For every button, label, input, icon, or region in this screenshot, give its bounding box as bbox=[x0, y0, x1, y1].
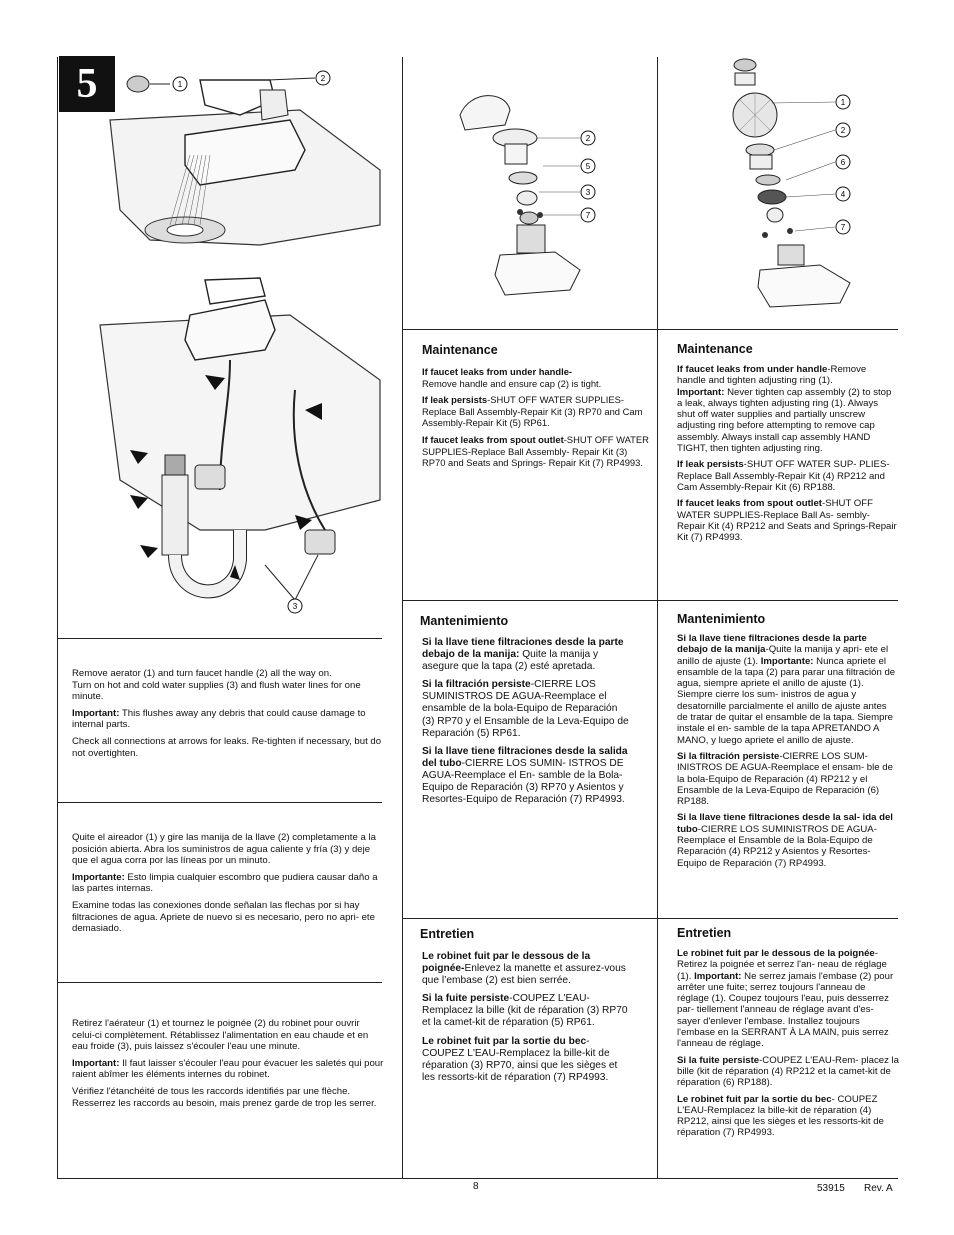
mid-maint-p3-bold: If faucet leaks from spout outlet bbox=[422, 433, 564, 445]
right-maint-p1-bold: If faucet leaks from under handle bbox=[677, 364, 828, 375]
doc-number: 53915 bbox=[817, 1183, 845, 1194]
mid-ent-p1-text: Enlevez la manette et assurez-vous que l’embase (2) est bien serrée. bbox=[422, 963, 626, 987]
right-ent-p1-bold: Le robinet fuit par le dessous de la poignée bbox=[677, 948, 875, 959]
mid-mant-p3-bold: Si la llave tiene filtraciones desde la salida del tubo bbox=[422, 745, 628, 769]
spanish-line1: Quite el aireador (1) y gire las manija de la llave (2) completamente a la posición abierta. Abra los suministros de agua caliente y fría (3) y deje que el agua corra por las líneas por un minuto. bbox=[72, 832, 376, 867]
mid-ent-p1-bold: Le robinet fuit par le dessous de la poignée- bbox=[422, 951, 591, 975]
footer-rule bbox=[57, 1178, 898, 1179]
english-instructions bbox=[72, 668, 384, 764]
french-line1: Retirez l'aérateur (1) et tournez le poignée (2) du robinet pour ouvrir celui-ci complètement. Rétablissez l'alimentation en eau chaude et en eau froide (3), puis laissez s'écouler l'eau une minute. bbox=[72, 1018, 369, 1053]
mid-maint-p2-bold: If leak persists bbox=[422, 394, 488, 406]
left-border bbox=[57, 57, 58, 1179]
right-maintenance-heading: Maintenance bbox=[677, 342, 753, 356]
right-mant-important-label: Importante: bbox=[760, 655, 814, 667]
left-divider-3 bbox=[57, 982, 382, 983]
mid-divider-3 bbox=[402, 918, 898, 919]
mid-mant-p2-bold: Si la filtración persiste bbox=[422, 679, 531, 691]
right-ent-important-text: Ne serrez jamais l'embase (2) pour arrêter une fuite; serrez toujours l'anneau de réglage (1). Coupez toujours l'eau, puis desserrez par- tiellement l'anneau de réglage avant d'es- sayer d'enlever l'embase. Installez toujours l'embase en la SERRANT À LA MAIN, puis serrez l'anneau de réglage. bbox=[677, 970, 894, 1050]
callout-main-2: 2 bbox=[320, 74, 326, 83]
callout-mid-2: 2 bbox=[585, 134, 591, 143]
callout-mid-3: 3 bbox=[585, 188, 591, 197]
english-line2: Turn on hot and cold water supplies (3) and flush water lines for one minute. bbox=[72, 679, 361, 703]
mid-maint-p3-text: -SHUT OFF WATER SUPPLIES-Replace Ball Assembly- Repair Kit (3) RP70 and Seats and Springs- Repair Kit (7) RP4993. bbox=[422, 433, 649, 469]
mid-divider-1 bbox=[402, 329, 898, 330]
mid-ent-p3-text: - COUPEZ L'EAU-Remplacez la bille-kit de réparation (3) RP70, ainsi que les sièges et les ressorts-kit de réparation (7) RP4993. bbox=[422, 1035, 618, 1083]
mid-maint-p1-bold: If faucet leaks from under handle- bbox=[422, 366, 573, 377]
right-ent-p1-text: -Retirez la poignée et serrez l'an- neau de réglage (1). bbox=[677, 948, 887, 982]
mid-ent-p3-bold: Le robinet fuit par la sortie du bec bbox=[422, 1035, 587, 1047]
mid-mantenimiento-heading: Mantenimiento bbox=[420, 614, 509, 628]
callout-right-2: 2 bbox=[840, 126, 846, 135]
right-mant-p2-bold: Si la filtración persiste bbox=[677, 750, 780, 762]
mid-entretien-body bbox=[422, 951, 632, 1090]
column-divider-1 bbox=[402, 57, 403, 1179]
right-maint-p3-text: -SHUT OFF WATER SUPPLIES-Replace Ball As- sembly-Repair Kit (4) RP212 and Seats and Springs-Repair Kit (7) RP4993. bbox=[677, 498, 897, 544]
left-divider-1 bbox=[57, 638, 382, 639]
mid-maintenance-body bbox=[422, 366, 650, 474]
right-maint-important-text: Never tighten cap assembly (2) to stop a leak, always tighten adjusting ring (1). Always shut off water supplies and partially unscrew adjusting ring before attempting to remove cap assembly. Always install cap assembly HAND TIGHT, then tighten adjusting ring. bbox=[677, 386, 892, 455]
spanish-important-text: Esto limpia cualquier escombro que pudiera causar daño a las partes internas. bbox=[72, 871, 378, 895]
right-mant-important-text: Nunca apriete el ensamble de la tapa (2) para parar una filtración de agua, siempre apriete el anillo de ajuste (1). Siempre cierre los sum- inistros de agua y desatornille parcialmente el anillo de ajuste antes de tratar de quitar el ensamble de la tapa. Siempre instale el en- samble de la tapa APRETANDO A MANO, y luego apriete el anillo de ajuste. bbox=[677, 655, 896, 746]
right-mant-p1-bold: Si la llave tiene filtraciones desde la parte debajo de la manija bbox=[677, 633, 867, 656]
left-divider-2 bbox=[57, 802, 382, 803]
right-ent-important-label: Important: bbox=[694, 970, 742, 982]
single-handle-exploded-diagram bbox=[405, 60, 655, 320]
right-entretien-heading: Entretien bbox=[677, 926, 732, 940]
callout-mid-7: 7 bbox=[585, 211, 591, 220]
mid-divider-2 bbox=[402, 600, 898, 601]
spanish-line2: Examine todas las conexiones donde señalan las flechas por si hay filtraciones de agua. Apriete de nuevo si es necesario, pero no apri- ete demasiado. bbox=[72, 899, 375, 935]
right-maint-p3-bold: If faucet leaks from spout outlet bbox=[677, 498, 822, 510]
french-important-text: Il faut laisser s'écouler l'eau pour évacuer les saletés qui pour raient abîmer les éléments internes du robinet. bbox=[72, 1057, 384, 1081]
english-important-label: Important: bbox=[72, 707, 120, 719]
callout-mid-5: 5 bbox=[585, 162, 591, 171]
callout-right-1: 1 bbox=[840, 98, 846, 107]
callout-main-3: 3 bbox=[292, 602, 298, 611]
mid-mant-p2-text: -CIERRE LOS SUMINISTROS DE AGUA-Reemplace el ensamble de la bola-Equipo de Reparación (3) RP70 y el Ensamble de la Leva-Equipo de Reparación (5) RP61. bbox=[422, 679, 629, 739]
right-maint-p2-bold: If leak persists bbox=[677, 459, 744, 471]
right-maint-p2-text: -SHUT OFF WATER SUP- PLIES-Replace Ball Assembly-Repair Kit (4) RP212 and Cam Assembly-Repair Kit (6) RP188. bbox=[677, 459, 890, 493]
right-ent-p2-text: -COUPEZ L'EAU-Rem- placez la bille (kit de réparation (4) RP212 et la camet-kit de réparation (6) RP188). bbox=[677, 1054, 900, 1089]
mid-ent-p2-bold: Si la fuite persiste bbox=[422, 993, 510, 1005]
callout-right-6: 6 bbox=[840, 158, 846, 167]
page-number: 8 bbox=[473, 1181, 479, 1192]
callout-right-4: 4 bbox=[840, 190, 846, 199]
right-ent-p3-text: - COUPEZ L'EAU-Remplacez la bille-kit de réparation (4) RP212, ainsi que les sièges et les ressorts-kit de réparation (7) RP4993. bbox=[677, 1093, 884, 1139]
mid-mant-p1-text: Quite la manija y asegure que la tapa (2) esté apretada. bbox=[422, 649, 599, 673]
right-mant-p3-bold: Si la llave tiene filtraciones desde la sal- ida del tubo bbox=[677, 812, 893, 835]
right-mantenimiento-body bbox=[677, 633, 899, 874]
right-entretien-body bbox=[677, 948, 899, 1144]
mid-mant-p3-text: -CIERRE LOS SUMIN- ISTROS DE AGUA-Reemplace el En- samble de la Bola-Equipo de Reparación (3) RP70 y Asientos y Resortes-Equipo de Reparación (7) RP4993. bbox=[422, 757, 625, 806]
mid-ent-p2-text: -COUPEZ L'EAU- Remplacez la bille (kit de réparation (3) RP70 et la camet-kit de réparation (5) RP61. bbox=[422, 993, 628, 1029]
english-important-text: This flushes away any debris that could cause damage to internal parts. bbox=[72, 707, 366, 731]
english-line3: Check all connections at arrows for leaks. Re-tighten if necessary, but do not overtighten. bbox=[72, 735, 382, 759]
column-divider-2 bbox=[657, 57, 658, 1179]
mid-maint-p1-text: Remove handle and ensure cap (2) is tight. bbox=[422, 377, 602, 389]
callout-right-7: 7 bbox=[840, 223, 846, 232]
right-mant-p2-text: -CIERRE LOS SUM- INISTROS DE AGUA-Reemplace el ensam- ble de la bola-Equipo de Reparación (4) RP212 y el Ensamble de la Leva-Equipo de Reparación (6) RP188. bbox=[677, 750, 893, 808]
right-ent-p3-bold: Le robinet fuit par la sortie du bec bbox=[677, 1093, 832, 1105]
right-mant-p1-text: -Quite la manija y apri- ete el anillo de ajuste (1). bbox=[677, 644, 889, 667]
revision: Rev. A bbox=[864, 1183, 893, 1194]
mid-maintenance-heading: Maintenance bbox=[422, 343, 498, 357]
right-mantenimiento-heading: Mantenimiento bbox=[677, 612, 766, 626]
right-maint-important-label: Important: bbox=[677, 386, 725, 398]
spanish-important-label: Importante: bbox=[72, 871, 125, 883]
ball-faucet-exploded-diagram bbox=[660, 55, 895, 320]
callout-main-1: 1 bbox=[177, 80, 183, 89]
english-line1: Remove aerator (1) and turn faucet handle (2) all the way on. bbox=[72, 668, 332, 679]
right-maintenance-body bbox=[677, 364, 897, 548]
right-maint-p1-text: -Remove handle and tighten adjusting ring (1). bbox=[677, 364, 867, 387]
french-instructions bbox=[72, 1018, 384, 1114]
mid-entretien-heading: Entretien bbox=[420, 927, 475, 941]
mid-mantenimiento-body bbox=[422, 637, 632, 812]
french-important-label: Important: bbox=[72, 1057, 120, 1069]
right-ent-p2-bold: Si la fuite persiste bbox=[677, 1054, 760, 1066]
spanish-instructions bbox=[72, 832, 384, 940]
step-number-badge: 5 bbox=[59, 56, 115, 112]
mid-mant-p1-bold: Si la llave tiene filtraciones desde la parte debajo de la manija: bbox=[422, 637, 624, 661]
right-mant-p3-text: -CIERRE LOS SUMINISTROS DE AGUA-Reemplace el Ensamble de la Bola-Equipo de Reparación (4) RP212 y Asientos y Resortes-Equipo de Reparación (7) RP4993. bbox=[677, 823, 877, 869]
french-line2: Vérifiez l'étanchéité de tous les raccords identifiés par une flèche. Resserrez les raccords au besoin, mais prenez garde de trop les serrer. bbox=[72, 1085, 377, 1109]
mid-maint-p2-text: -SHUT OFF WATER SUPPLIES-Replace Ball Assembly-Repair Kit (3) RP70 and Cam Assembly-Repair Kit (5) RP61. bbox=[422, 394, 643, 429]
faucet-installation-illustration bbox=[90, 60, 390, 630]
